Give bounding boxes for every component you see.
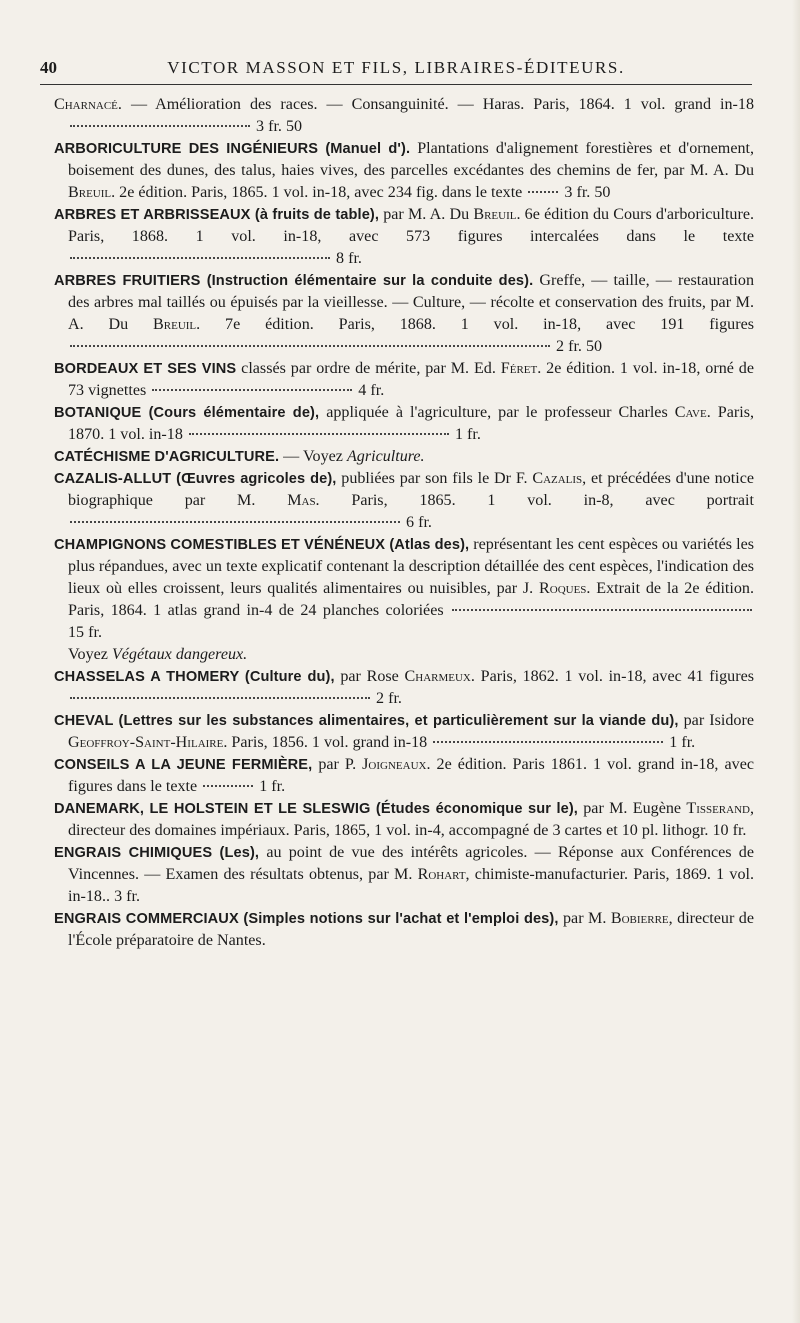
catalog-entry bbox=[54, 270, 754, 358]
entry-subtitle: (Atlas des), bbox=[385, 537, 470, 553]
entry-price: 3 fr. 50 bbox=[564, 184, 611, 201]
catalog-entry bbox=[54, 908, 754, 952]
entry-headword: ARBRES FRUITIERS bbox=[54, 273, 201, 289]
entry-text: par M. A. Du bbox=[379, 206, 474, 223]
entry-subtitle: (Manuel d'). bbox=[318, 141, 411, 157]
entry-author: Roques. bbox=[539, 580, 591, 597]
entry-headword: ENGRAIS CHIMIQUES bbox=[54, 845, 213, 861]
entry-author: Mas. bbox=[287, 492, 320, 509]
page-edge bbox=[792, 0, 800, 1323]
entry-author: Cave. bbox=[674, 404, 711, 421]
entry-text: directeur des domaines impériaux. Paris, 1865, 1 vol. in-4, accompagné de 3 cartes et 10 pl. lithogr. bbox=[68, 822, 709, 839]
entry-headword: ARBRES ET ARBRISSEAUX bbox=[54, 207, 251, 223]
entry-subtitle: (Instruction élémentaire sur la conduite des). bbox=[200, 273, 534, 289]
entry-text: au point de vue des intérêts agricoles. — Réponse aux Conférences de Vincennes. — Examen des résultats obtenus, par M. bbox=[68, 844, 754, 883]
entry-headword: CAZALIS-ALLUT bbox=[54, 471, 172, 487]
catalog-entry bbox=[54, 842, 754, 908]
entry-text: directeur de l'École préparatoire de Nantes. bbox=[68, 910, 754, 949]
entry-text: par M. bbox=[558, 910, 611, 927]
leader-dots bbox=[528, 190, 558, 193]
entry-author: Rohart, bbox=[417, 866, 470, 883]
catalog-entry bbox=[54, 534, 754, 666]
entry-text: Paris, 1862. 1 vol. in-18, avec 41 figures bbox=[474, 668, 754, 685]
entry-author: Féret. bbox=[500, 360, 542, 377]
entry-subtitle: (Simples notions sur l'achat et l'emploi des), bbox=[238, 911, 559, 927]
entry-author: Charmeux. bbox=[404, 668, 475, 685]
entry-text: par Isidore bbox=[678, 712, 754, 729]
entry-text: par Rose bbox=[334, 668, 405, 685]
page-header bbox=[40, 58, 752, 85]
catalog-entry bbox=[54, 666, 754, 710]
entry-price: 2 fr. 50 bbox=[556, 338, 603, 355]
entry-price: 2 fr. bbox=[376, 690, 402, 707]
entry-see-prefix: Voyez bbox=[68, 646, 112, 663]
leader-dots bbox=[452, 608, 752, 611]
leader-dots bbox=[70, 344, 550, 347]
entry-text: appliquée à l'agriculture, par le professeur Charles bbox=[319, 404, 675, 421]
leader-dots bbox=[70, 124, 250, 127]
entry-text: Greffe, — taille, — restauration des arbres mal taillés ou épuisés par la vieillesse. — Culture, — récolte et conservation des fruits, par M. A. Du bbox=[68, 272, 754, 333]
leader-dots bbox=[433, 740, 663, 743]
catalog-entry bbox=[54, 754, 754, 798]
catalog-entry bbox=[54, 446, 754, 468]
entry-subtitle: (Cours élémentaire de), bbox=[141, 405, 320, 421]
leader-dots bbox=[70, 696, 370, 699]
entry-text: 2e édition. Paris 1861. 1 vol. grand in-18, avec figures dans le texte bbox=[68, 756, 754, 795]
entry-see-also: Agriculture. bbox=[346, 448, 425, 465]
entry-headword: CONSEILS A LA JEUNE FERMIÈRE, bbox=[54, 757, 313, 773]
entry-text: — Amélioration des races. — Consanguinité. — Haras. Paris, 1864. 1 vol. grand in-18 bbox=[121, 96, 754, 113]
leader-dots bbox=[152, 388, 352, 391]
entry-subtitle: (Œuvres agricoles de), bbox=[171, 471, 337, 487]
entry-text: par P. bbox=[312, 756, 363, 773]
entry-text: — Voyez bbox=[279, 448, 347, 465]
entry-text: 7e édition. Paris, 1868. 1 vol. in-18, avec 191 figures bbox=[200, 316, 754, 333]
running-head: VICTOR MASSON ET FILS, LIBRAIRES-ÉDITEURS. bbox=[167, 58, 625, 77]
entry-see-also: Végétaux dangereux. bbox=[111, 646, 248, 663]
entry-author: Joigneaux. bbox=[362, 756, 431, 773]
entry-price: 1 fr. bbox=[259, 778, 286, 795]
entry-author: Tisserand, bbox=[686, 800, 754, 817]
entry-headword: BORDEAUX ET SES VINS bbox=[54, 361, 237, 377]
entry-price: 8 fr. bbox=[336, 250, 362, 267]
entry-subtitle: (Études économique sur le), bbox=[370, 801, 578, 817]
entry-author: Geoffroy-Saint-Hilaire. bbox=[68, 734, 228, 751]
entry-text: classés par ordre de mérite, par M. Ed. bbox=[236, 360, 501, 377]
entry-headword: ENGRAIS COMMERCIAUX bbox=[54, 911, 239, 927]
entry-price: 4 fr. bbox=[358, 382, 385, 399]
entry-price: 1 fr. bbox=[454, 426, 481, 443]
entry-headword: BOTANIQUE bbox=[54, 405, 142, 421]
leader-dots bbox=[70, 256, 330, 259]
leader-dots bbox=[203, 784, 253, 787]
entry-price: 10 fr. bbox=[712, 822, 747, 839]
entry-author: Cazalis, bbox=[532, 470, 587, 487]
leader-dots bbox=[189, 432, 449, 435]
catalog-entries bbox=[54, 94, 754, 952]
entry-price: 15 fr. bbox=[68, 624, 102, 641]
catalog-entry bbox=[54, 138, 754, 204]
catalog-entry bbox=[54, 402, 754, 446]
entry-author: Charnacé. bbox=[54, 96, 122, 113]
entry-text: 2e édition. 1 vol. in-18, orné de 73 vignettes bbox=[68, 360, 754, 399]
entry-author: Bobierre, bbox=[610, 910, 673, 927]
entry-text: 2e édition. Paris, 1865. 1 vol. in-18, avec 234 fig. dans le texte bbox=[115, 184, 523, 201]
entry-text: chimiste-manufacturier. Paris, 1869. 1 vol. in-18.. bbox=[68, 866, 754, 905]
entry-subtitle: (Les), bbox=[212, 845, 260, 861]
entry-price: 3 fr. bbox=[114, 888, 140, 905]
entry-price: 6 fr. bbox=[406, 514, 432, 531]
entry-subtitle: (à fruits de table), bbox=[250, 207, 380, 223]
entry-text: 6e édition du Cours d'arboriculture. Paris, 1868. 1 vol. in-18, avec 573 figures intercalées dans le texte bbox=[68, 206, 754, 245]
entry-price: 3 fr. 50 bbox=[256, 118, 303, 135]
catalog-entry bbox=[54, 710, 754, 754]
entry-headword: CATÉCHISME D'AGRICULTURE. bbox=[54, 449, 280, 465]
entry-headword: CHEVAL bbox=[54, 713, 114, 729]
catalog-entry bbox=[54, 358, 754, 402]
entry-headword: CHASSELAS A THOMERY bbox=[54, 669, 240, 685]
catalog-entry bbox=[54, 798, 754, 842]
entry-text: par M. Eugène bbox=[577, 800, 687, 817]
entry-subtitle: (Lettres sur les substances alimentaires, et particulièrement sur la viande du), bbox=[113, 713, 679, 729]
entry-headword: DANEMARK, LE HOLSTEIN ET LE SLESWIG bbox=[54, 801, 371, 817]
entry-text: Paris, 1865. 1 vol. in-8, avec portrait bbox=[319, 492, 755, 509]
catalog-entry bbox=[54, 204, 754, 270]
entry-subtitle: (Culture du), bbox=[239, 669, 335, 685]
entry-author: Breuil. bbox=[473, 206, 521, 223]
entry-author: Breuil. bbox=[153, 316, 201, 333]
entry-text: et précédées d'une notice biographique par M. bbox=[68, 470, 754, 509]
entry-text: Plantations d'alignement forestières et d'ornement, boisement des dunes, des talus, haies vives, des parcelles excédantes des chemins de fer, par M. A. Du bbox=[68, 140, 755, 179]
entry-headword: CHAMPIGNONS COMESTIBLES ET VÉNÉNEUX bbox=[54, 537, 386, 553]
entry-headword: ARBORICULTURE DES INGÉNIEURS bbox=[54, 141, 319, 157]
entry-text: représentant les cent espèces ou variétés les plus répandues, avec un texte explicatif contenant la description détaillée des cent espèces, l'indication des lieux où elles croissent, leurs qualités alimentaires ou nuisibles, par J. bbox=[68, 536, 754, 597]
entry-text: Paris, 1856. 1 vol. grand in-18 bbox=[227, 734, 428, 751]
entry-author: Breuil. bbox=[68, 184, 116, 201]
entry-text: Paris, 1870. 1 vol. in-18 bbox=[68, 404, 755, 443]
catalog-entry bbox=[54, 468, 754, 534]
entry-text: publiées par son fils le Dr F. bbox=[336, 470, 533, 487]
entry-text: Extrait de la 2e édition. Paris, 1864. 1 atlas grand in-4 de 24 planches coloriées bbox=[68, 580, 754, 619]
page-number: 40 bbox=[40, 58, 57, 77]
entry-price: 1 fr. bbox=[669, 734, 696, 751]
leader-dots bbox=[70, 520, 400, 523]
catalog-entry bbox=[54, 94, 754, 138]
